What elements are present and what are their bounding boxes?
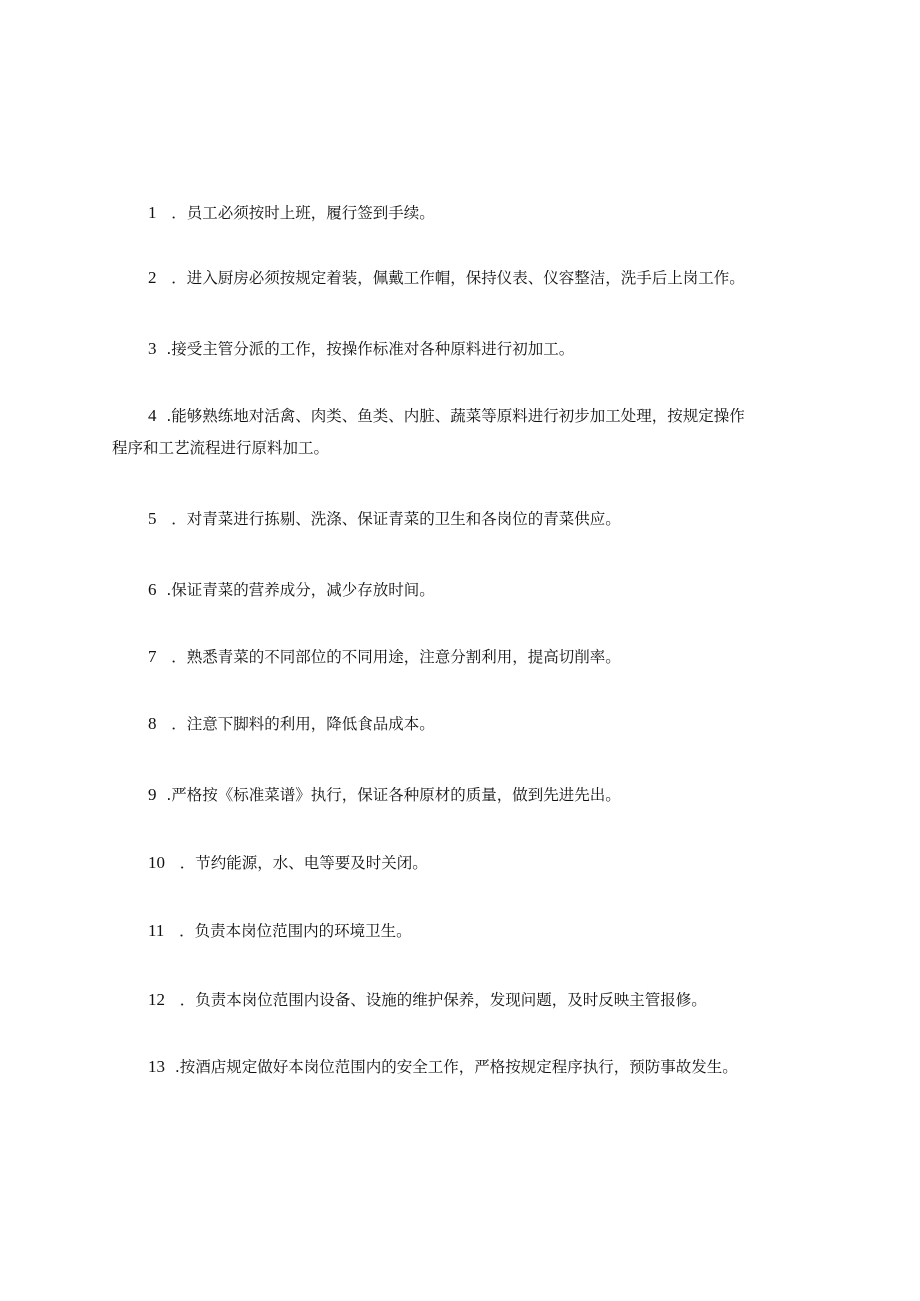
item-text: .按酒店规定做好本岗位范围内的安全工作，严格按规定程序执行，预防事故发生。 [174, 1058, 738, 1076]
list-item [112, 1051, 812, 1083]
item-number: 5 [148, 509, 157, 528]
list-item [112, 503, 812, 535]
list-item [112, 641, 812, 673]
item-number: 4 [148, 406, 157, 425]
item-text-continued: 程序和工艺流程进行原料加工。 [112, 439, 330, 457]
list-item [112, 915, 812, 947]
list-item [112, 708, 812, 740]
list-item [112, 262, 812, 294]
item-text: ．进入厨房必须按规定着装，佩戴工作帽，保持仪表、仪容整洁，洗手后上岗工作。 [171, 269, 745, 287]
item-number: 9 [148, 785, 157, 804]
list-item [112, 400, 812, 464]
item-text: .保证青菜的营养成分，减少存放时间。 [166, 581, 435, 599]
item-number: 3 [148, 339, 157, 358]
item-number: 11 [148, 921, 165, 940]
item-number: 6 [148, 580, 157, 599]
item-text: ．节约能源，水、电等要及时关闭。 [179, 854, 428, 872]
list-item [112, 574, 812, 606]
item-text: .接受主管分派的工作，按操作标准对各种原料进行初加工。 [166, 340, 575, 358]
list-item [112, 197, 812, 229]
item-number: 1 [148, 203, 157, 222]
item-text: ．对青菜进行拣剔、洗涤、保证青菜的卫生和各岗位的青菜供应。 [171, 510, 621, 528]
item-text: .严格按《标准菜谱》执行，保证各种原材的质量，做到先进先出。 [166, 786, 621, 804]
item-number: 10 [148, 853, 165, 872]
item-number: 12 [148, 990, 165, 1009]
item-number: 2 [148, 268, 157, 287]
item-number: 13 [148, 1057, 165, 1076]
item-text: ．员工必须按时上班，履行签到手续。 [171, 204, 435, 222]
item-number: 8 [148, 714, 157, 733]
list-item [112, 779, 812, 811]
item-text: ．负责本岗位范围内设备、设施的维护保养，发现问题，及时反映主管报修。 [179, 991, 707, 1009]
item-text: ．注意下脚料的利用，降低食品成本。 [171, 715, 435, 733]
item-text: ．熟悉青菜的不同部位的不同用途，注意分割利用，提高切削率。 [171, 648, 621, 666]
item-number: 7 [148, 647, 157, 666]
list-item [112, 984, 812, 1016]
list-item [112, 847, 812, 879]
item-text: ．负责本岗位范围内的环境卫生。 [179, 922, 412, 940]
item-text: .能够熟练地对活禽、肉类、鱼类、内脏、蔬菜等原料进行初步加工处理，按规定操作 [166, 407, 745, 425]
list-item [112, 333, 812, 365]
